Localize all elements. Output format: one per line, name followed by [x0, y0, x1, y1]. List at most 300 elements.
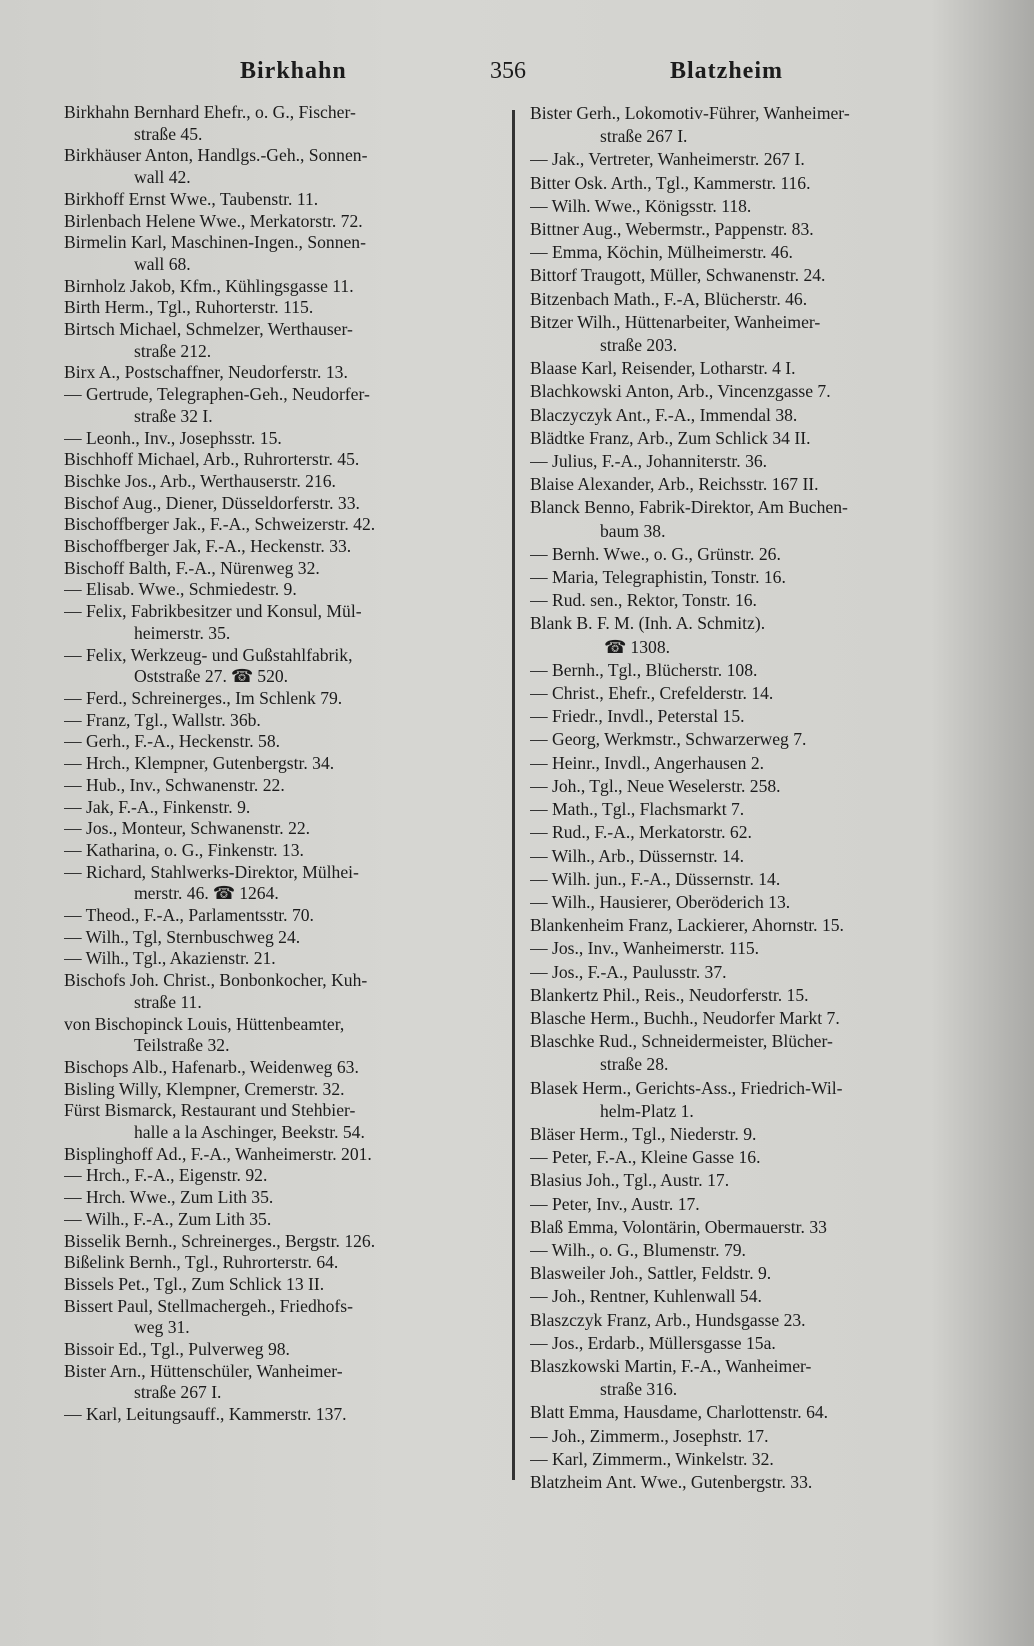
phone-number: 1308. — [630, 636, 671, 657]
directory-entry — [64, 297, 494, 319]
directory-entry — [64, 514, 494, 536]
entry-text: — Rud., F.-A., Merkatorstr. 62. — [530, 822, 752, 843]
entry-line — [530, 102, 978, 125]
entry-line — [530, 1285, 978, 1308]
directory-entry — [530, 659, 978, 682]
entry-line — [64, 818, 494, 840]
directory-entry — [64, 211, 494, 233]
directory-entry — [530, 728, 978, 751]
entry-line — [530, 566, 978, 589]
directory-entry — [530, 891, 978, 914]
directory-entry — [530, 1193, 978, 1216]
directory-entry — [64, 862, 494, 905]
entry-text: Bisling Willy, Klempner, Cremerstr. 32. — [64, 1078, 345, 1099]
entry-text: — Peter, F.-A., Kleine Gasse 16. — [530, 1147, 761, 1168]
entry-text: straße 267 I. — [134, 1382, 222, 1403]
directory-entry — [530, 357, 978, 380]
entry-text: straße 32 I. — [134, 405, 213, 426]
entry-text: wall 68. — [134, 253, 191, 274]
entry-line — [530, 241, 978, 264]
entry-continuation — [64, 254, 494, 276]
entry-text: — Jak, F.-A., Finkenstr. 9. — [64, 796, 251, 817]
directory-entry — [64, 536, 494, 558]
entry-continuation — [64, 992, 494, 1014]
entry-line — [530, 473, 978, 496]
entry-line — [64, 1165, 494, 1187]
entry-line — [64, 1187, 494, 1209]
entry-text: heimerstr. 35. — [134, 622, 231, 643]
directory-entry — [530, 1285, 978, 1308]
entry-text: — Jos., Erdarb., Müllersgasse 15a. — [530, 1332, 776, 1353]
entry-line — [64, 558, 494, 580]
entry-line — [64, 797, 494, 819]
directory-entry — [64, 1079, 494, 1101]
entry-continuation — [64, 1035, 494, 1057]
directory-entry — [530, 1146, 978, 1169]
entry-text: Blasche Herm., Buchh., Neudorfer Markt 7. — [530, 1007, 840, 1028]
entry-line — [530, 1123, 978, 1146]
directory-entry — [530, 427, 978, 450]
entry-line — [64, 710, 494, 732]
entry-text: straße 316. — [600, 1379, 678, 1400]
entry-line — [530, 845, 978, 868]
entry-text: Bißelink Bernh., Tgl., Ruhrorterstr. 64. — [64, 1252, 339, 1273]
directory-entry — [530, 821, 978, 844]
entry-text: Blasek Herm., Gerichts-Ass., Friedrich-Wil- — [530, 1077, 843, 1098]
entry-text: Blankenheim Franz, Lackierer, Ahornstr. 15. — [530, 915, 844, 936]
entry-text: Fürst Bismarck, Restaurant und Stehbier- — [64, 1100, 356, 1121]
entry-text: — Hrch. Wwe., Zum Lith 35. — [64, 1187, 274, 1208]
directory-entry — [64, 1100, 494, 1143]
page-number: 356 — [490, 58, 526, 84]
entry-text: — Joh., Tgl., Neue Weselerstr. 258. — [530, 775, 781, 796]
entry-text: — Bernh. Wwe., o. G., Grünstr. 26. — [530, 543, 781, 564]
directory-entry — [530, 1309, 978, 1332]
directory-entry — [530, 914, 978, 937]
entry-line — [530, 705, 978, 728]
entry-text: straße 267 I. — [600, 126, 688, 147]
entry-line — [530, 798, 978, 821]
telephone-icon: ☎ — [212, 883, 236, 904]
entry-line — [64, 471, 494, 493]
entry-text: Blaase Karl, Reisender, Lotharstr. 4 I. — [530, 358, 796, 379]
entry-text: — Theod., F.-A., Parlamentsstr. 70. — [64, 905, 314, 926]
directory-entry — [64, 1404, 494, 1426]
entry-text: Blaszkowski Martin, F.-A., Wanheimer- — [530, 1355, 812, 1376]
entry-text: Birtsch Michael, Schmelzer, Werthauser- — [64, 319, 353, 340]
entry-text: halle a la Aschinger, Beekstr. 54. — [134, 1122, 365, 1143]
entry-line — [64, 579, 494, 601]
telephone-icon: ☎ — [230, 666, 254, 687]
entry-text: Birkhoff Ernst Wwe., Taubenstr. 11. — [64, 188, 319, 209]
entry-text: Blaschke Rud., Schneidermeister, Blücher- — [530, 1031, 833, 1052]
entry-text: Birx A., Postschaffner, Neudorferstr. 13. — [64, 362, 348, 383]
entry-line — [64, 232, 494, 254]
entry-line — [64, 428, 494, 450]
directory-entry — [64, 840, 494, 862]
entry-text: Bitzenbach Math., F.-A, Blücherstr. 46. — [530, 288, 808, 309]
directory-entry — [530, 102, 978, 148]
entry-line — [530, 1216, 978, 1239]
directory-entry — [64, 319, 494, 362]
entry-text: weg 31. — [134, 1317, 190, 1338]
entry-line — [530, 821, 978, 844]
directory-entry — [530, 496, 978, 542]
entry-text: Birmelin Karl, Maschinen-Ingen., Sonnen- — [64, 232, 366, 253]
entry-line — [64, 1252, 494, 1274]
entry-text: straße 212. — [134, 340, 212, 361]
directory-entry — [64, 362, 494, 384]
entry-line — [530, 172, 978, 195]
entry-line — [530, 427, 978, 450]
entry-continuation — [64, 406, 494, 428]
entry-line — [64, 276, 494, 298]
entry-text: — Hrch., Klempner, Gutenbergstr. 34. — [64, 753, 335, 774]
entry-line — [530, 868, 978, 891]
directory-entry — [64, 1144, 494, 1166]
directory-entry — [530, 682, 978, 705]
entry-line — [64, 688, 494, 710]
entry-text: — Jos., Inv., Wanheimerstr. 115. — [530, 938, 760, 959]
directory-entry — [64, 775, 494, 797]
entry-line — [530, 380, 978, 403]
entry-text: Birlenbach Helene Wwe., Merkatorstr. 72. — [64, 210, 363, 231]
entry-line — [64, 1209, 494, 1231]
entry-line — [64, 1144, 494, 1166]
entry-text: — Hrch., F.-A., Eigenstr. 92. — [64, 1165, 268, 1186]
entry-text: Bitzer Wilh., Hüttenarbeiter, Wanheimer- — [530, 311, 821, 332]
entry-line — [64, 731, 494, 753]
entry-line — [530, 496, 978, 519]
directory-entry — [530, 1216, 978, 1239]
directory-entry — [530, 1262, 978, 1285]
entry-line — [64, 1361, 494, 1383]
entry-text: Blatzheim Ant. Wwe., Gutenbergstr. 33. — [530, 1471, 813, 1492]
directory-entry — [530, 1425, 978, 1448]
entry-line — [64, 1404, 494, 1426]
entry-line — [530, 1030, 978, 1053]
entry-text: — Wilh., F.-A., Zum Lith 35. — [64, 1208, 272, 1229]
entry-line — [530, 1401, 978, 1424]
entry-text: Oststraße 27. — [134, 666, 227, 687]
entry-text: helm-Platz 1. — [600, 1100, 694, 1121]
directory-entry — [530, 264, 978, 287]
directory-entry — [64, 449, 494, 471]
entry-line — [64, 970, 494, 992]
entry-text: — Wilh., Hausierer, Oberöderich 13. — [530, 891, 791, 912]
entry-text: Birkhahn Bernhard Ehefr., o. G., Fischer- — [64, 102, 356, 122]
entry-continuation — [64, 883, 494, 905]
entry-text: straße 28. — [600, 1054, 669, 1075]
entry-line — [64, 362, 494, 384]
entry-text: Bläser Herm., Tgl., Niederstr. 9. — [530, 1123, 757, 1144]
entry-line — [530, 728, 978, 751]
entry-text: — Bernh., Tgl., Blücherstr. 108. — [530, 659, 758, 680]
entry-text: Bittorf Traugott, Müller, Schwanenstr. 24. — [530, 265, 826, 286]
entry-line — [64, 1014, 494, 1036]
directory-entry — [64, 710, 494, 732]
directory-entry — [64, 1187, 494, 1209]
entry-text: Blaczyczyk Ant., F.-A., Immendal 38. — [530, 404, 798, 425]
entry-line — [64, 905, 494, 927]
entry-line — [530, 195, 978, 218]
entry-line — [64, 189, 494, 211]
entry-text: — Christ., Ehefr., Crefelderstr. 14. — [530, 683, 774, 704]
entry-line — [64, 211, 494, 233]
entry-line — [530, 682, 978, 705]
directory-entry — [64, 1231, 494, 1253]
entry-text: — Jos., Monteur, Schwanenstr. 22. — [64, 818, 311, 839]
entry-text: — Wilh., Tgl., Akazienstr. 21. — [64, 948, 276, 969]
entry-text: — Jak., Vertreter, Wanheimerstr. 267 I. — [530, 149, 805, 170]
entry-line — [64, 1079, 494, 1101]
directory-entry — [530, 752, 978, 775]
entry-line — [530, 1332, 978, 1355]
entry-text: Blachkowski Anton, Arb., Vincenzgasse 7. — [530, 381, 831, 402]
entry-text: Bischoff Balth, F.-A., Nürenweg 32. — [64, 557, 320, 578]
entry-text: Bittner Aug., Webermstr., Pappenstr. 83. — [530, 219, 814, 240]
entry-text: Blädtke Franz, Arb., Zum Schlick 34 II. — [530, 427, 811, 448]
entry-line — [530, 1262, 978, 1285]
directory-entry — [530, 961, 978, 984]
directory-entry — [530, 450, 978, 473]
entry-text: Bischof Aug., Diener, Düsseldorferstr. 33. — [64, 492, 360, 513]
entry-text: — Franz, Tgl., Wallstr. 36b. — [64, 709, 261, 730]
entry-line — [530, 984, 978, 1007]
entry-line — [64, 753, 494, 775]
directory-entry — [530, 1448, 978, 1471]
directory-entry — [64, 384, 494, 427]
directory-entry — [530, 845, 978, 868]
entry-line — [530, 589, 978, 612]
entry-text: — Georg, Werkmstr., Schwarzerweg 7. — [530, 729, 807, 750]
entry-text: Blanck Benno, Fabrik-Direktor, Am Buchen- — [530, 497, 848, 518]
entry-continuation — [530, 520, 978, 543]
entry-text: Bister Gerh., Lokomotiv-Führer, Wanheimer- — [530, 103, 850, 123]
entry-line — [64, 862, 494, 884]
entry-line — [530, 1239, 978, 1262]
directory-entry — [530, 868, 978, 891]
entry-line — [530, 311, 978, 334]
entry-text: — Heinr., Invdl., Angerhausen 2. — [530, 752, 765, 773]
entry-text: Bissoir Ed., Tgl., Pulverweg 98. — [64, 1339, 290, 1360]
entry-text: — Gerh., F.-A., Heckenstr. 58. — [64, 731, 281, 752]
directory-entry — [64, 1057, 494, 1079]
entry-text: — Leonh., Inv., Josephsstr. 15. — [64, 427, 282, 448]
directory-entry — [64, 905, 494, 927]
entry-text: Bissert Paul, Stellmachergeh., Friedhofs- — [64, 1295, 353, 1316]
entry-text: Bischke Jos., Arb., Werthauserstr. 216. — [64, 470, 336, 491]
directory-entry — [530, 798, 978, 821]
directory-entry — [530, 1077, 978, 1123]
entry-continuation — [64, 341, 494, 363]
entry-text: Blaszczyk Franz, Arb., Hundsgasse 23. — [530, 1309, 806, 1330]
directory-entry — [64, 1339, 494, 1361]
entry-line — [530, 914, 978, 937]
entry-text: — Jos., F.-A., Paulusstr. 37. — [530, 961, 727, 982]
entry-text: Bischoffberger Jak, F.-A., Heckenstr. 33. — [64, 536, 352, 557]
directory-entry — [64, 232, 494, 275]
directory-entry — [530, 241, 978, 264]
entry-continuation — [64, 623, 494, 645]
entry-line — [530, 288, 978, 311]
entry-text: — Ferd., Schreinerges., Im Schlenk 79. — [64, 687, 343, 708]
directory-entry — [530, 288, 978, 311]
entry-text: Blaß Emma, Volontärin, Obermauerstr. 33 — [530, 1216, 827, 1237]
entry-line — [64, 102, 494, 124]
directory-entry — [64, 102, 494, 145]
entry-text: baum 38. — [600, 520, 666, 541]
entry-text: Bissels Pet., Tgl., Zum Schlick 13 II. — [64, 1273, 325, 1294]
entry-continuation — [64, 1382, 494, 1404]
entry-text: — Julius, F.-A., Johanniterstr. 36. — [530, 451, 768, 472]
entry-continuation — [530, 1378, 978, 1401]
directory-entry — [530, 1123, 978, 1146]
directory-entry — [530, 380, 978, 403]
telephone-icon: ☎ — [604, 636, 627, 657]
entry-line — [64, 1339, 494, 1361]
entry-text: — Wilh., Tgl, Sternbuschweg 24. — [64, 926, 301, 947]
entry-continuation — [530, 1053, 978, 1076]
entry-line — [530, 1169, 978, 1192]
entry-continuation — [64, 1122, 494, 1144]
directory-entry — [530, 404, 978, 427]
entry-line — [530, 961, 978, 984]
entry-text: Bisselik Bernh., Schreinerges., Bergstr. 126. — [64, 1230, 376, 1251]
directory-entry — [64, 753, 494, 775]
entry-text: — Karl, Zimmerm., Winkelstr. 32. — [530, 1448, 774, 1469]
entry-line — [64, 297, 494, 319]
entry-text: straße 11. — [134, 991, 202, 1012]
directory-entry — [530, 1007, 978, 1030]
entry-continuation — [530, 125, 978, 148]
entry-text: — Emma, Köchin, Mülheimerstr. 46. — [530, 242, 793, 263]
entry-text: Bischops Alb., Hafenarb., Weidenweg 63. — [64, 1056, 359, 1077]
entry-line — [64, 536, 494, 558]
header-right-keyword: Blatzheim — [670, 58, 783, 84]
directory-entry — [64, 797, 494, 819]
directory-entry — [530, 1239, 978, 1262]
entry-text: Blank B. F. M. (Inh. A. Schmitz). — [530, 613, 766, 634]
entry-line — [530, 1309, 978, 1332]
entry-text: Blasweiler Joh., Sattler, Feldstr. 9. — [530, 1263, 772, 1284]
entry-line — [64, 1231, 494, 1253]
entry-line — [530, 752, 978, 775]
directory-entry — [64, 1274, 494, 1296]
entry-text: wall 42. — [134, 167, 191, 188]
entry-text: — Elisab. Wwe., Schmiedestr. 9. — [64, 579, 297, 600]
entry-text: Bischoffberger Jak., F.-A., Schweizerstr. 42. — [64, 514, 376, 535]
entry-line — [64, 601, 494, 623]
entry-line — [530, 543, 978, 566]
entry-line — [64, 775, 494, 797]
entry-continuation — [64, 167, 494, 189]
directory-entry — [64, 1252, 494, 1274]
entry-line — [64, 1296, 494, 1318]
directory-entry — [64, 948, 494, 970]
entry-line — [530, 264, 978, 287]
entry-text: — Rud. sen., Rektor, Tonstr. 16. — [530, 590, 757, 611]
entry-line — [530, 659, 978, 682]
directory-entry — [530, 612, 978, 658]
header-left-keyword: Birkhahn — [240, 58, 347, 84]
entry-line — [64, 840, 494, 862]
directory-entry — [64, 493, 494, 515]
entry-continuation — [530, 334, 978, 357]
directory-entry — [530, 775, 978, 798]
directory-entry — [530, 1355, 978, 1401]
entry-text: — Maria, Telegraphistin, Tonstr. 16. — [530, 567, 786, 588]
entry-line — [530, 1471, 978, 1494]
directory-entry — [64, 1165, 494, 1187]
entry-line — [530, 1077, 978, 1100]
entry-text: — Hub., Inv., Schwanenstr. 22. — [64, 774, 285, 795]
directory-entry — [530, 311, 978, 357]
directory-entry — [64, 970, 494, 1013]
directory-entry — [64, 1296, 494, 1339]
entry-continuation — [530, 1100, 978, 1123]
directory-entry — [530, 148, 978, 171]
directory-entry — [530, 1401, 978, 1424]
entry-line — [64, 145, 494, 167]
entry-text: Birkhäuser Anton, Handlgs.-Geh., Sonnen- — [64, 145, 368, 166]
entry-text: Blaise Alexander, Arb., Reichsstr. 167 II. — [530, 474, 819, 495]
entry-line — [530, 450, 978, 473]
column-divider — [512, 110, 515, 1480]
entry-line — [530, 775, 978, 798]
entry-text: straße 45. — [134, 123, 203, 144]
directory-entry — [64, 428, 494, 450]
directory-entry — [64, 601, 494, 644]
directory-entry — [530, 566, 978, 589]
entry-line — [530, 148, 978, 171]
directory-entry — [64, 558, 494, 580]
entry-text: Bister Arn., Hüttenschüler, Wanheimer- — [64, 1360, 343, 1381]
entry-line — [64, 948, 494, 970]
directory-entry — [530, 473, 978, 496]
directory-entry — [64, 688, 494, 710]
directory-entry — [64, 818, 494, 840]
entry-line — [64, 927, 494, 949]
right-column — [530, 102, 978, 1494]
directory-entry — [64, 471, 494, 493]
entry-line — [530, 357, 978, 380]
directory-entry — [530, 1332, 978, 1355]
directory-entry — [64, 579, 494, 601]
entry-line — [64, 449, 494, 471]
entry-line — [530, 937, 978, 960]
directory-entry — [530, 543, 978, 566]
phone-number: 1264. — [239, 883, 279, 904]
directory-entry — [530, 1169, 978, 1192]
directory-entry — [64, 927, 494, 949]
entry-text: straße 203. — [600, 335, 678, 356]
directory-entry — [530, 195, 978, 218]
entry-text: — Wilh. jun., F.-A., Düssernstr. 14. — [530, 868, 781, 889]
directory-entry — [530, 705, 978, 728]
entry-line — [64, 493, 494, 515]
entry-text: — Karl, Leitungsauff., Kammerstr. 137. — [64, 1404, 347, 1425]
entry-text: Bisplinghoff Ad., F.-A., Wanheimerstr. 201. — [64, 1143, 372, 1164]
directory-entry — [530, 1030, 978, 1076]
entry-line — [64, 384, 494, 406]
entry-line — [530, 404, 978, 427]
entry-text: Bischofs Joh. Christ., Bonbonkocher, Kuh- — [64, 970, 368, 991]
entry-text: von Bischopinck Louis, Hüttenbeamter, — [64, 1013, 345, 1034]
entry-text: Bitter Osk. Arth., Tgl., Kammerstr. 116. — [530, 172, 811, 193]
entry-line — [530, 1146, 978, 1169]
directory-entry — [530, 1471, 978, 1494]
